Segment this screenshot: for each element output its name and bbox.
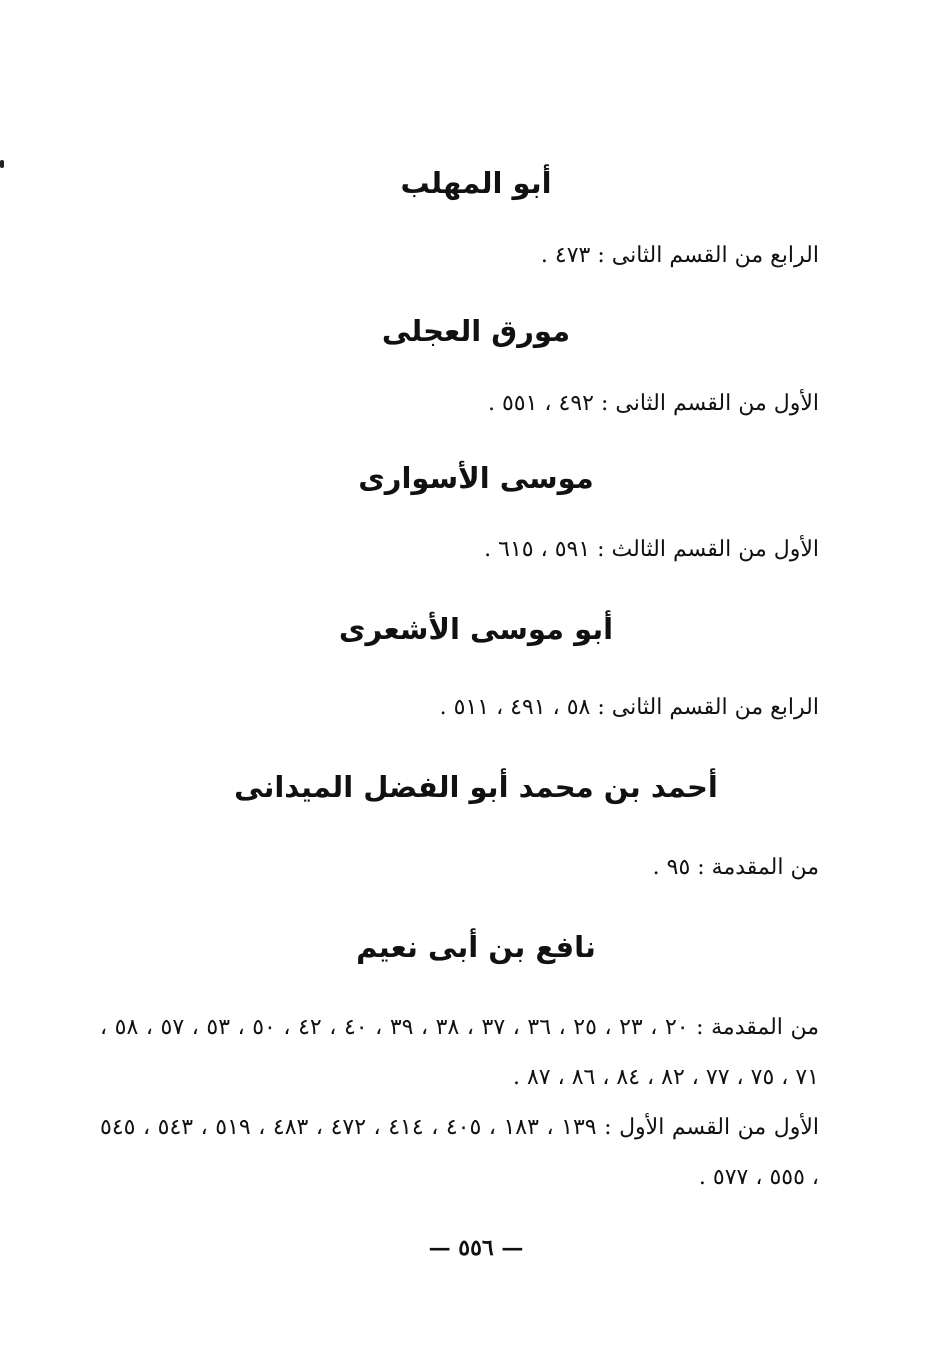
entry-heading-ahmad-al-maydani: أحمد بن محمد أبو الفضل الميدانى bbox=[234, 770, 718, 804]
entry-references: الأول من القسم الثالث : ٥٩١ ، ٦١٥ . bbox=[484, 537, 819, 562]
entry-references: من المقدمة : ٩٥ . bbox=[652, 855, 819, 880]
entry-heading-abu-musa-al-ashari: أبو موسى الأشعرى bbox=[338, 612, 614, 646]
entry-heading-abu-al-muhallab: أبو المهلب bbox=[400, 166, 552, 200]
entry-references: الأول من القسم الثانى : ٤٩٢ ، ٥٥١ . bbox=[487, 391, 819, 416]
entry-references-paragraph: من المقدمة : ٢٠ ، ٢٣ ، ٢٥ ، ٣٦ ، ٣٧ ، ٣٨ ، ٣٩ ، ٤٠ ، ٤٢ ، ٥٠ ، ٥٣ ، ٥٧ ، ٥٨ ، ٧١ ، ٧٥ ، ٧٧ ، ٨٢ ، ٨٤ ، ٨٦ ، ٨٧ . bbox=[100, 1015, 820, 1090]
entry-heading-muwarriq-al-ijli: مورق العجلى bbox=[381, 314, 571, 348]
page-number: — ٥٥٦ — bbox=[428, 1235, 524, 1261]
entry-references: الرابع من القسم الثانى : ٥٨ ، ٤٩١ ، ٥١١ . bbox=[439, 695, 819, 720]
entry-references: الرابع من القسم الثانى : ٤٧٣ . bbox=[540, 243, 819, 268]
entry-heading-nafi-ibn-abi-nuaym: نافع بن أبى نعيم bbox=[356, 930, 596, 964]
entry-heading-musa-al-aswari: موسى الأسوارى bbox=[358, 461, 594, 495]
entry-references-paragraph: الأول من القسم الأول : ١٣٩ ، ١٨٣ ، ٤٠٥ ، ٤١٤ ، ٤٧٢ ، ٤٨٣ ، ٥١٩ ، ٥٤٣ ، ٥٤٥ ، ٥٥٥ ، ٥٧٧ . bbox=[100, 1115, 819, 1190]
